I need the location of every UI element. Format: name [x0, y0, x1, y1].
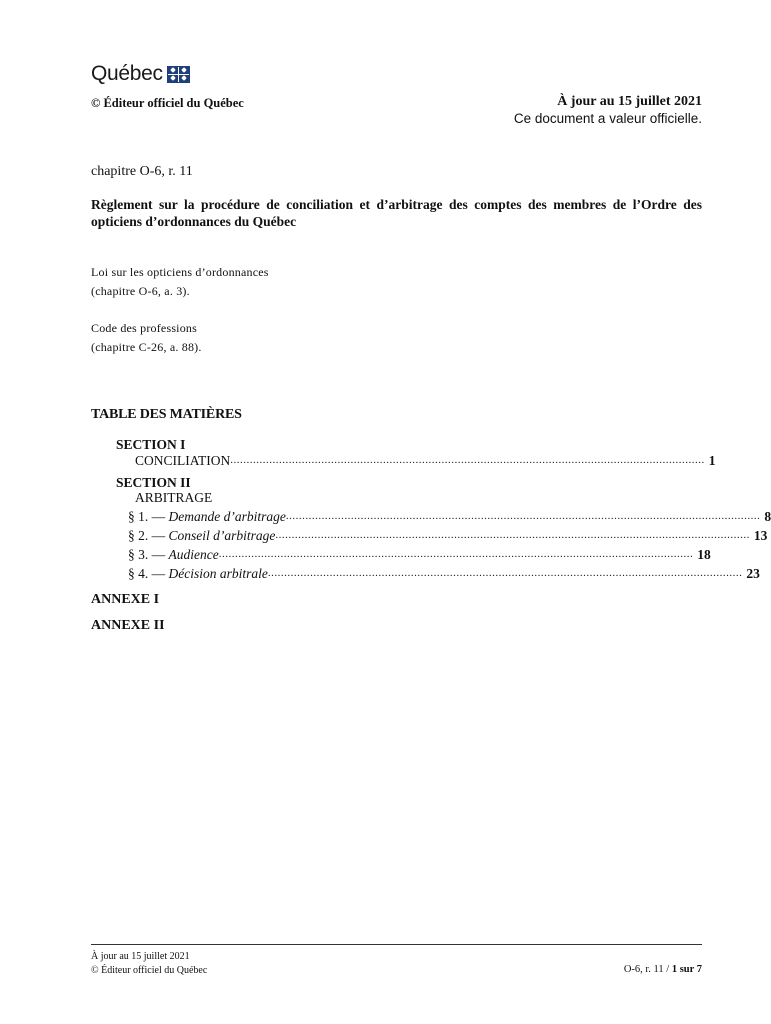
toc-subsection-number: § 2. — [128, 528, 169, 543]
toc-entry-subsection[interactable] [128, 527, 768, 545]
toc-entry-title: Demande d’arbitrage [168, 509, 286, 524]
official-notice: Ce document a valeur officielle. [513, 111, 702, 126]
toc-subsection-number: § 3. — [128, 547, 169, 562]
toc-entry-conciliation[interactable] [135, 452, 716, 470]
enabling-law-1 [91, 263, 269, 301]
fleur-de-lis-flag-icon [167, 66, 190, 83]
toc-page-number: 13 [753, 528, 768, 543]
toc-annex-1[interactable]: ANNEXE I [91, 592, 160, 607]
toc-annex-2[interactable]: ANNEXE II [91, 618, 165, 633]
toc-leader-dots: .................................................................................................................................................. [285, 510, 761, 522]
toc-entry-subsection[interactable] [128, 508, 771, 526]
toc-leader-dots: .................................................................................................................................................. [230, 454, 705, 466]
toc-entry-title: Audience [168, 547, 219, 562]
toc-leader-dots: .................................................................................................................................................. [218, 548, 694, 560]
quebec-logo [91, 62, 190, 86]
toc-page-number: 18 [697, 547, 711, 562]
footer-left [91, 950, 207, 978]
logo-wordmark: Québec [91, 62, 163, 85]
toc-page-number: 23 [746, 566, 760, 581]
toc-page-number: 1 [708, 453, 716, 468]
toc-section-1-heading[interactable]: SECTION I [116, 437, 186, 452]
law-name: Loi sur les opticiens d’ordonnances [91, 265, 269, 279]
toc-subsection-number: § 4. — [128, 566, 169, 581]
up-to-date-date: À jour au 15 juillet 2021 [557, 94, 702, 109]
editor-notice: © Éditeur officiel du Québec [91, 96, 244, 110]
footer-divider [91, 944, 702, 945]
toc-section-2-heading[interactable]: SECTION II [116, 475, 191, 490]
toc-section-2-title[interactable]: ARBITRAGE [135, 490, 213, 505]
toc-leader-dots: .................................................................................................................................................. [267, 567, 743, 579]
footer-editor: © Éditeur officiel du Québec [91, 965, 208, 976]
footer-page-info [624, 964, 702, 975]
law-ref: (chapitre O-6, a. 3). [91, 284, 190, 298]
toc-entry-subsection[interactable] [128, 565, 760, 583]
law-name: Code des professions [91, 321, 197, 335]
currency-notice [514, 94, 702, 126]
footer-page-number: 1 sur 7 [671, 964, 702, 975]
law-ref: (chapitre C-26, a. 88). [91, 340, 202, 354]
toc-entry-title: CONCILIATION [135, 453, 231, 468]
toc-entry-subsection[interactable] [128, 546, 711, 564]
regulation-title: Règlement sur la procédure de conciliation et d’arbitrage des comptes des membres de l’Ordre des opticiens d’ordonnances du Québec [91, 197, 702, 229]
toc-page-number: 8 [764, 509, 771, 524]
footer-date: À jour au 15 juillet 2021 [91, 951, 190, 962]
toc-entry-title: Conseil d’arbitrage [168, 528, 276, 543]
toc-heading: TABLE DES MATIÈRES [91, 407, 242, 422]
chapter-reference: chapitre O-6, r. 11 [91, 164, 193, 179]
footer-doc-ref: O-6, r. 11 / [623, 964, 672, 975]
toc-entry-title: Décision arbitrale [168, 566, 268, 581]
enabling-law-2 [91, 319, 202, 357]
toc-subsection-number: § 1. — [128, 509, 169, 524]
toc-leader-dots: .................................................................................................................................................. [275, 529, 750, 541]
